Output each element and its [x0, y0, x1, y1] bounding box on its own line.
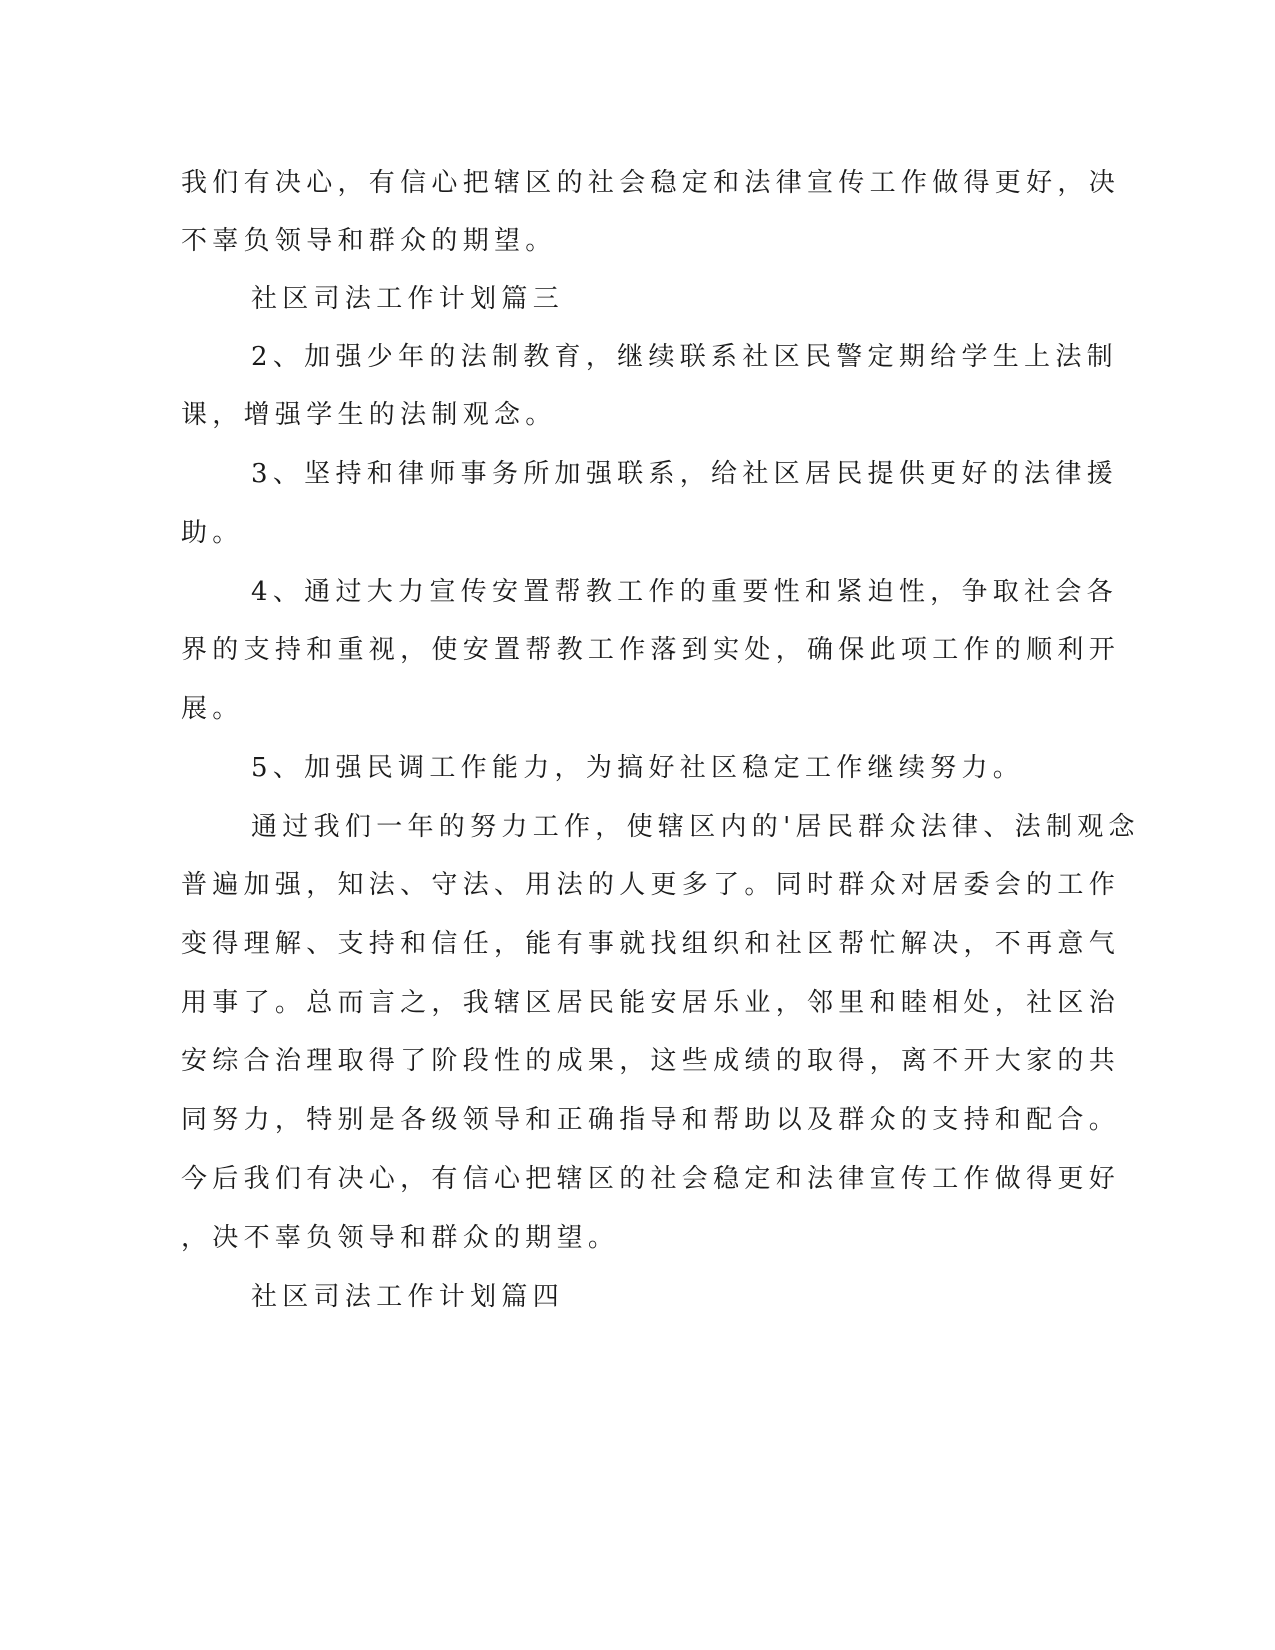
text-line: 不辜负领导和群众的期望。: [181, 226, 557, 256]
text-line: 今后我们有决心，有信心把辖区的社会稳定和法律宣传工作做得更好: [181, 1164, 1121, 1194]
text-line: ，决不辜负领导和群众的期望。: [181, 1223, 620, 1253]
text-line: 3、坚持和律师事务所加强联系，给社区居民提供更好的法律援: [251, 459, 1118, 489]
text-line: 助。: [181, 518, 244, 548]
text-line: 2、加强少年的法制教育，继续联系社区民警定期给学生上法制: [251, 342, 1118, 372]
section-heading-3: 社区司法工作计划篇三: [251, 284, 565, 314]
text-line: 用事了。总而言之，我辖区居民能安居乐业，邻里和睦相处，社区治: [181, 988, 1121, 1018]
text-line: 同努力，特别是各级领导和正确指导和帮助以及群众的支持和配合。: [181, 1105, 1121, 1135]
section-heading-4: 社区司法工作计划篇四: [251, 1282, 565, 1312]
text-line: 5、加强民调工作能力，为搞好社区稳定工作继续努力。: [251, 753, 1025, 783]
text-line: 变得理解、支持和信任，能有事就找组织和社区帮忙解决，不再意气: [181, 929, 1121, 959]
text-line: 界的支持和重视，使安置帮教工作落到实处，确保此项工作的顺利开: [181, 635, 1121, 665]
text-line: 课，增强学生的法制观念。: [181, 400, 557, 430]
text-line: 通过我们一年的努力工作，使辖区内的'居民群众法律、法制观念: [251, 812, 1140, 842]
text-line: 4、通过大力宣传安置帮教工作的重要性和紧迫性，争取社会各: [251, 577, 1118, 607]
text-line: 安综合治理取得了阶段性的成果，这些成绩的取得，离不开大家的共: [181, 1046, 1121, 1076]
text-line: 我们有决心，有信心把辖区的社会稳定和法律宣传工作做得更好，决: [181, 168, 1121, 198]
text-line: 展。: [181, 694, 244, 724]
text-line: 普遍加强，知法、守法、用法的人更多了。同时群众对居委会的工作: [181, 870, 1121, 900]
